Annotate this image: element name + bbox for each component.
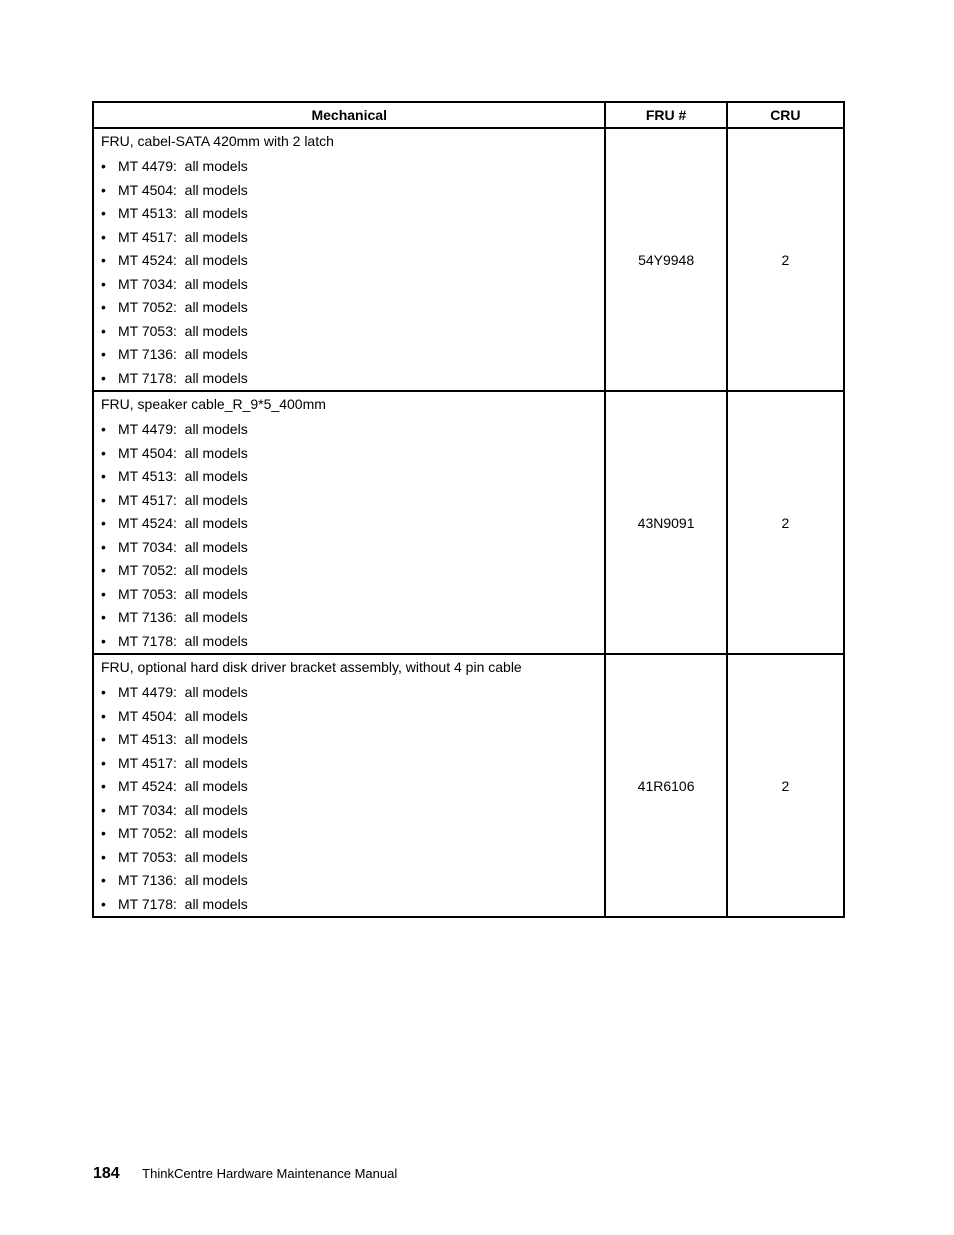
bullet-icon: • [101, 158, 106, 174]
machine-type-text: MT 4517: all models [118, 228, 248, 245]
bullet-icon: • [101, 731, 106, 747]
list-item [101, 489, 598, 513]
bullet-icon: • [101, 252, 106, 268]
machine-type-list [101, 681, 598, 916]
header-cru: CRU [727, 102, 844, 128]
list-item [101, 559, 598, 583]
list-item [101, 822, 598, 846]
mechanical-cell [93, 128, 605, 391]
machine-type-text: MT 7136: all models [118, 609, 248, 625]
cru-cell: 2 [727, 391, 844, 654]
mechanical-cell [93, 654, 605, 917]
list-item [101, 155, 598, 179]
bullet-icon: • [101, 585, 106, 602]
list-item [101, 536, 598, 560]
list-item [101, 367, 598, 391]
machine-type-text: MT 4517: all models [118, 491, 248, 508]
table-row [93, 654, 844, 917]
list-item [101, 583, 598, 607]
machine-type-text: MT 4479: all models [118, 684, 248, 700]
bullet-icon: • [101, 684, 106, 700]
fru-number-cell: 43N9091 [605, 391, 726, 654]
cru-cell: 2 [727, 654, 844, 917]
list-item [101, 320, 598, 344]
machine-type-list [101, 155, 598, 390]
list-item [101, 179, 598, 203]
list-item [101, 442, 598, 466]
list-item [101, 343, 598, 367]
bullet-icon: • [101, 632, 106, 649]
list-item [101, 202, 598, 226]
bullet-icon: • [101, 468, 106, 484]
machine-type-text: MT 7178: all models [118, 369, 248, 386]
bullet-icon: • [101, 872, 106, 888]
table-header-row [93, 102, 844, 128]
machine-type-text: MT 4513: all models [118, 205, 248, 221]
page-number: 184 [93, 1165, 120, 1182]
machine-type-text: MT 7136: all models [118, 346, 248, 362]
bullet-icon: • [101, 848, 106, 865]
page-footer [93, 1165, 397, 1183]
fru-number-cell: 41R6106 [605, 654, 726, 917]
header-fru-number: FRU # [605, 102, 726, 128]
header-mechanical: Mechanical [93, 102, 605, 128]
list-item [101, 465, 598, 489]
list-item [101, 869, 598, 893]
machine-type-text: MT 4513: all models [118, 731, 248, 747]
table-row [93, 128, 844, 391]
machine-type-text: MT 7178: all models [118, 895, 248, 912]
machine-type-text: MT 7052: all models [118, 299, 248, 315]
part-description: FRU, speaker cable_R_9*5_400mm [101, 396, 326, 412]
manual-title: ThinkCentre Hardware Maintenance Manual [142, 1166, 398, 1181]
machine-type-text: MT 7136: all models [118, 872, 248, 888]
list-item [101, 249, 598, 273]
machine-type-text: MT 4513: all models [118, 468, 248, 484]
bullet-icon: • [101, 562, 106, 578]
bullet-icon: • [101, 707, 106, 724]
list-item [101, 681, 598, 705]
machine-type-text: MT 7052: all models [118, 825, 248, 841]
bullet-icon: • [101, 515, 106, 531]
bullet-icon: • [101, 444, 106, 461]
table-body [93, 128, 844, 917]
bullet-icon: • [101, 299, 106, 315]
machine-type-text: MT 7053: all models [118, 585, 248, 602]
cru-cell: 2 [727, 128, 844, 391]
machine-type-text: MT 7053: all models [118, 322, 248, 339]
bullet-icon: • [101, 421, 106, 437]
machine-type-text: MT 4524: all models [118, 515, 248, 531]
machine-type-text: MT 4504: all models [118, 707, 248, 724]
list-item [101, 728, 598, 752]
machine-type-text: MT 4479: all models [118, 421, 248, 437]
machine-type-list [101, 418, 598, 653]
machine-type-text: MT 7178: all models [118, 632, 248, 649]
bullet-icon: • [101, 181, 106, 198]
machine-type-text: MT 7053: all models [118, 848, 248, 865]
part-description: FRU, cabel-SATA 420mm with 2 latch [101, 133, 334, 149]
machine-type-text: MT 7034: all models [118, 801, 248, 818]
parts-table [92, 101, 845, 918]
list-item [101, 752, 598, 776]
bullet-icon: • [101, 322, 106, 339]
bullet-icon: • [101, 228, 106, 245]
fru-number-cell: 54Y9948 [605, 128, 726, 391]
machine-type-text: MT 4524: all models [118, 252, 248, 268]
list-item [101, 893, 598, 917]
bullet-icon: • [101, 538, 106, 555]
bullet-icon: • [101, 275, 106, 292]
machine-type-text: MT 4504: all models [118, 444, 248, 461]
bullet-icon: • [101, 825, 106, 841]
bullet-icon: • [101, 754, 106, 771]
machine-type-text: MT 7052: all models [118, 562, 248, 578]
bullet-icon: • [101, 205, 106, 221]
mechanical-cell [93, 391, 605, 654]
list-item [101, 775, 598, 799]
list-item [101, 705, 598, 729]
machine-type-text: MT 4504: all models [118, 181, 248, 198]
machine-type-text: MT 7034: all models [118, 275, 248, 292]
list-item [101, 846, 598, 870]
list-item [101, 630, 598, 654]
machine-type-text: MT 4479: all models [118, 158, 248, 174]
bullet-icon: • [101, 801, 106, 818]
machine-type-text: MT 4517: all models [118, 754, 248, 771]
list-item [101, 512, 598, 536]
bullet-icon: • [101, 369, 106, 386]
machine-type-text: MT 7034: all models [118, 538, 248, 555]
machine-type-text: MT 4524: all models [118, 778, 248, 794]
table-row [93, 391, 844, 654]
list-item [101, 296, 598, 320]
list-item [101, 418, 598, 442]
list-item [101, 606, 598, 630]
bullet-icon: • [101, 346, 106, 362]
bullet-icon: • [101, 778, 106, 794]
list-item [101, 273, 598, 297]
list-item [101, 226, 598, 250]
bullet-icon: • [101, 609, 106, 625]
bullet-icon: • [101, 895, 106, 912]
list-item [101, 799, 598, 823]
part-description: FRU, optional hard disk driver bracket assembly, without 4 pin cable [101, 659, 522, 675]
bullet-icon: • [101, 491, 106, 508]
